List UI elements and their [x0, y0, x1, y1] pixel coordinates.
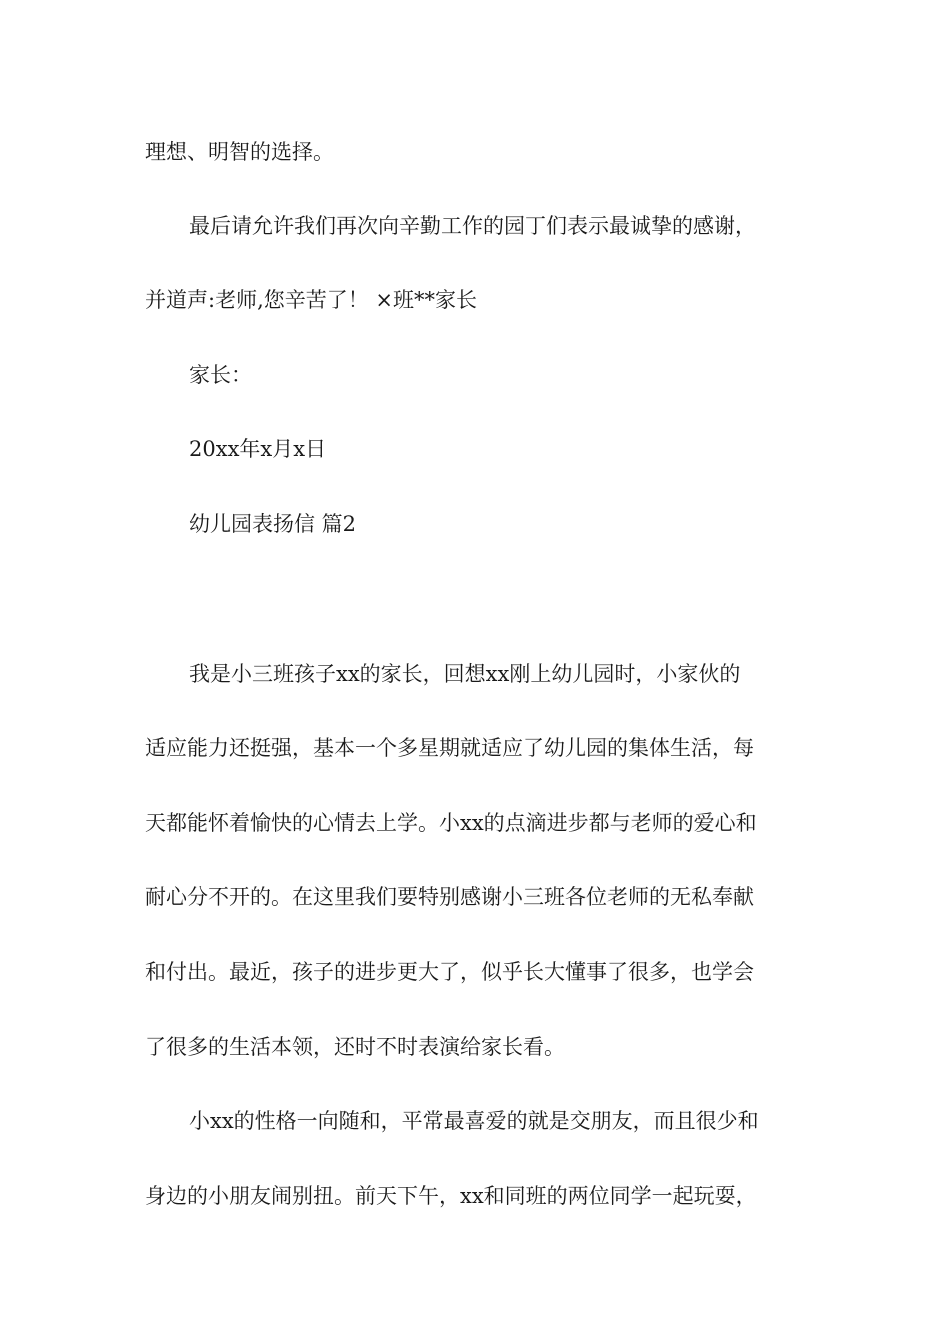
paragraph-line: 小xx的性格一向随和，平常最喜爱的就是交朋友，而且很少和 — [189, 1109, 759, 1133]
paragraph-line: 身边的小朋友闹别扭。前天下午，xx和同班的两位同学一起玩耍， — [145, 1184, 757, 1208]
section-heading: 幼儿园表扬信 篇2 — [189, 512, 357, 536]
paragraph-line: 最后请允许我们再次向辛勤工作的园丁们表示最诚挚的感谢， — [189, 214, 756, 238]
paragraph-line: 并道声:老师,您辛苦了！ ×班**家长 — [145, 288, 478, 312]
paragraph-line: 天都能怀着愉快的心情去上学。小xx的点滴进步都与老师的爱心和 — [145, 811, 757, 835]
paragraph-line: 了很多的生活本领，还时不时表演给家长看。 — [145, 1035, 565, 1059]
paragraph-line: 和付出。最近，孩子的进步更大了，似乎长大懂事了很多，也学会 — [145, 960, 754, 984]
date-line: 20xx年x月x日 — [189, 437, 327, 461]
paragraph-line: 我是小三班孩子xx的家长，回想xx刚上幼儿园时，小家伙的 — [189, 662, 741, 686]
paragraph-line: 理想、明智的选择。 — [145, 140, 334, 164]
salutation-line: 家长： — [189, 363, 252, 387]
paragraph-line: 耐心分不开的。在这里我们要特别感谢小三班各位老师的无私奉献 — [145, 885, 754, 909]
paragraph-line: 适应能力还挺强，基本一个多星期就适应了幼儿园的集体生活，每 — [145, 736, 754, 760]
